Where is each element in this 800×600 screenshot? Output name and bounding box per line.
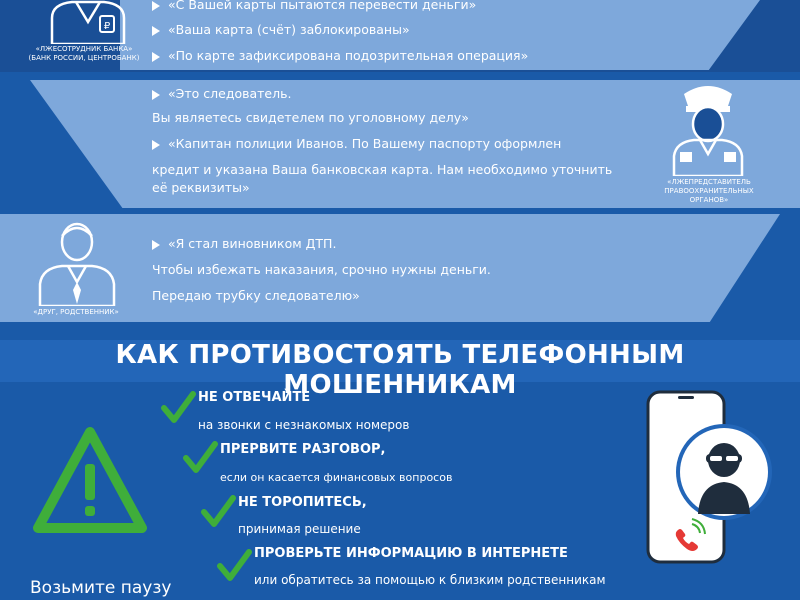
banker-caption (24, 45, 144, 63)
police-line (152, 136, 561, 151)
green-check-icon (216, 548, 252, 584)
police-caption-line1: «ЛЖЕПРЕДСТАВИТЕЛЬ (667, 178, 751, 186)
police-line (152, 180, 250, 195)
police-line-text: её реквизиты» (152, 180, 250, 195)
banker-caption-line2: (БАНК РОССИИ, ЦЕНТРОБАНК) (28, 54, 140, 62)
tip-subtitle: принимая решение (238, 522, 361, 536)
smartphone-icon (644, 388, 780, 568)
tip-title: НЕ ТОРОПИТЕСЬ, (238, 495, 367, 510)
relative-line (152, 236, 336, 251)
banker-caption-line1: «ЛЖЕСОТРУДНИК БАНКА» (35, 45, 133, 53)
banker-line (152, 48, 528, 63)
police-line (152, 86, 291, 101)
page-title: КАК ПРОТИВОСТОЯТЬ ТЕЛЕФОННЫМ МОШЕННИКАМ (115, 340, 685, 400)
tip-title: НЕ ОТВЕЧАЙТЕ (198, 390, 311, 405)
arrow-icon (152, 240, 160, 250)
take-pause-text: Возьмите паузу (30, 578, 172, 598)
green-check-icon (200, 494, 236, 530)
tip-subtitle: на звонки с незнакомых номеров (198, 418, 410, 432)
svg-text:₽: ₽ (103, 21, 111, 32)
relative-line (152, 262, 491, 277)
police-line (152, 162, 612, 177)
warning-triangle-icon (30, 424, 150, 536)
police-line-text: Вы являетесь свидетелем по уголовному делу» (152, 110, 469, 125)
police-caption (654, 178, 764, 205)
banker-line-text: «Ваша карта (счёт) заблокированы» (168, 22, 410, 37)
bank-employee-icon (42, 0, 134, 44)
banker-line-text: «С Вашей карты пытаются перевести деньги» (168, 0, 477, 12)
police-caption-line2: ПРАВООХРАНИТЕЛЬНЫХ (664, 187, 754, 195)
banker-line-text: «По карте зафиксирована подозрительная операция» (168, 48, 529, 63)
arrow-icon (152, 52, 160, 62)
police-line (152, 110, 469, 125)
police-officer-icon (668, 80, 748, 176)
police-line-text: «Это следователь. (168, 86, 292, 101)
green-check-icon (160, 390, 196, 426)
tip-subtitle: если он касается финансовых вопросов (220, 471, 453, 484)
arrow-icon (152, 90, 160, 100)
tip-title: ПРЕРВИТЕ РАЗГОВОР, (220, 442, 386, 457)
banker-line (152, 0, 476, 12)
police-caption-line3: ОРГАНОВ» (689, 196, 729, 204)
tip-title: ПРОВЕРЬТЕ ИНФОРМАЦИЮ В ИНТЕРНЕТЕ (254, 546, 568, 561)
relative-line (152, 288, 360, 303)
police-line-text: кредит и указана Ваша банковская карта. Нам необходимо уточнить (152, 162, 613, 177)
banker-line (152, 22, 410, 37)
police-line-text: «Капитан полиции Иванов. По Вашему паспорту оформлен (168, 136, 562, 151)
arrow-icon (152, 140, 160, 150)
tip-subtitle: или обратитесь за помощью к близким родственникам (254, 573, 606, 587)
relative-line-text: Передаю трубку следователю» (152, 288, 360, 303)
relative-line-text: Чтобы избежать наказания, срочно нужны деньги. (152, 262, 491, 277)
friend-relative-icon (36, 218, 118, 306)
relative-line-text: «Я стал виновником ДТП. (168, 236, 337, 251)
relative-caption: «ДРУГ, РОДСТВЕННИК» (33, 308, 119, 316)
arrow-icon (152, 1, 160, 11)
arrow-icon (152, 26, 160, 36)
green-check-icon (182, 440, 218, 476)
